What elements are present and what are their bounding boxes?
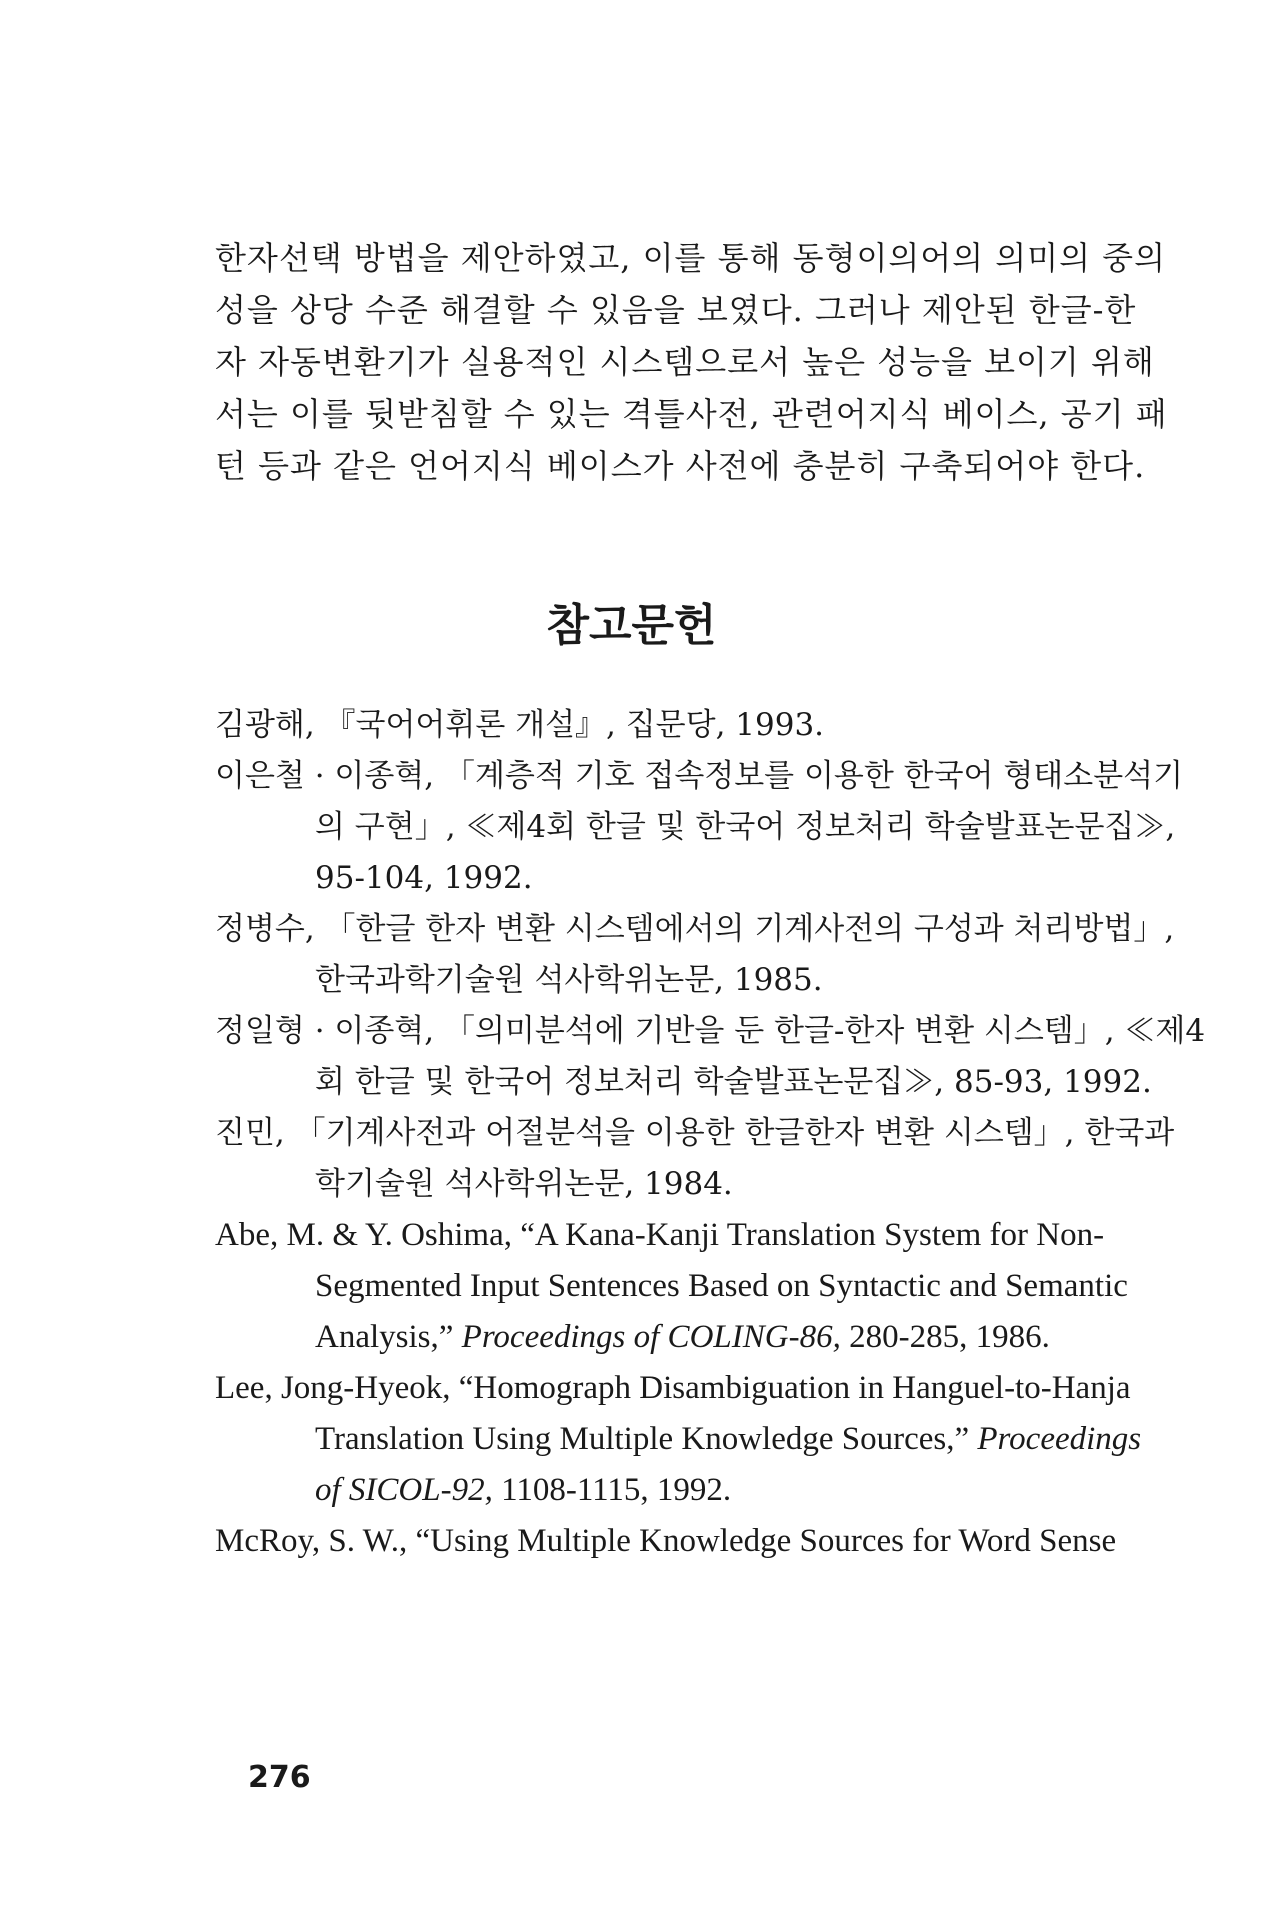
reference-line: Abe, M. & Y. Oshima, “A Kana-Kanji Translation System for Non- <box>215 1217 1105 1253</box>
reference-entry <box>215 751 1184 904</box>
reference-entry <box>215 700 1103 751</box>
reference-line: 김광해, 『국어어휘론 개설』, 집문당, 1993. <box>215 707 825 743</box>
reference-line: 진민, 「기계사전과 어절분석을 이용한 한글한자 변환 시스템」, 한국과 <box>215 1115 1175 1151</box>
reference-line: 정일형 · 이종혁, 「의미분석에 기반을 둔 한글-한자 변환 시스템」, ≪제4 <box>215 1013 1206 1049</box>
reference-line: McRoy, S. W., “Using Multiple Knowledge Sources for Word Sense <box>215 1523 1117 1559</box>
reference-text: 280-285, 1986. <box>840 1319 1050 1355</box>
reference-line <box>315 1465 1103 1516</box>
paragraph-line: 성을 상당 수준 해결할 수 있음을 보였다. 그러나 제안된 한글-한 <box>215 291 1137 329</box>
reference-entry <box>215 1363 1142 1516</box>
reference-entry <box>215 1210 1128 1363</box>
reference-line: 회 한글 및 한국어 정보처리 학술발표논문집≫, 85-93, 1992. <box>315 1064 1152 1100</box>
reference-line <box>315 1312 1103 1363</box>
reference-line: 95-104, 1992. <box>315 860 533 896</box>
page-number: 276 <box>248 1760 311 1795</box>
reference-entry <box>215 1516 1117 1567</box>
paragraph-line: 한자선택 방법을 제안하였고, 이를 통해 동형이의어의 의미의 중의 <box>215 239 1167 277</box>
reference-source-title: of SICOL-92, <box>315 1472 493 1508</box>
reference-line: 이은철 · 이종혁, 「계층적 기호 접속정보를 이용한 한국어 형태소분석기 <box>215 758 1184 794</box>
paragraph-line: 서는 이를 뒷받침할 수 있는 격틀사전, 관련어지식 베이스, 공기 패 <box>215 395 1168 433</box>
reference-entry <box>215 1108 1175 1210</box>
reference-line: 의 구현」, ≪제4회 한글 및 한국어 정보처리 학술발표논문집≫, <box>315 809 1176 845</box>
reference-line: 한국과학기술원 석사학위논문, 1985. <box>315 962 823 998</box>
paragraph-line: 자 자동변환기가 실용적인 시스템으로서 높은 성능을 보이기 위해 <box>215 343 1155 381</box>
reference-line: Lee, Jong-Hyeok, “Homograph Disambiguation in Hanguel-to-Hanja <box>215 1370 1131 1406</box>
reference-source-title: Proceedings <box>977 1421 1142 1457</box>
reference-line: Segmented Input Sentences Based on Syntactic and Semantic <box>315 1268 1128 1304</box>
reference-entry <box>215 1006 1206 1108</box>
reference-entry <box>215 904 1175 1006</box>
reference-source-title: Proceedings of COLING-86, <box>461 1319 841 1355</box>
reference-text: 1108-1115, 1992. <box>492 1472 732 1508</box>
body-paragraph <box>215 232 1168 492</box>
reference-line <box>315 1414 1142 1465</box>
reference-text: Translation Using Multiple Knowledge Sources,” <box>315 1421 978 1457</box>
paragraph-line: 턴 등과 같은 언어지식 베이스가 사전에 충분히 구축되어야 한다. <box>215 447 1146 485</box>
reference-line: 정병수, 「한글 한자 변환 시스템에서의 기계사전의 구성과 처리방법」, <box>215 911 1175 947</box>
references-heading: 참고문헌 <box>546 600 717 651</box>
reference-text: Analysis,” <box>315 1319 462 1355</box>
reference-list <box>215 700 1206 1567</box>
reference-line: 학기술원 석사학위논문, 1984. <box>315 1166 733 1202</box>
